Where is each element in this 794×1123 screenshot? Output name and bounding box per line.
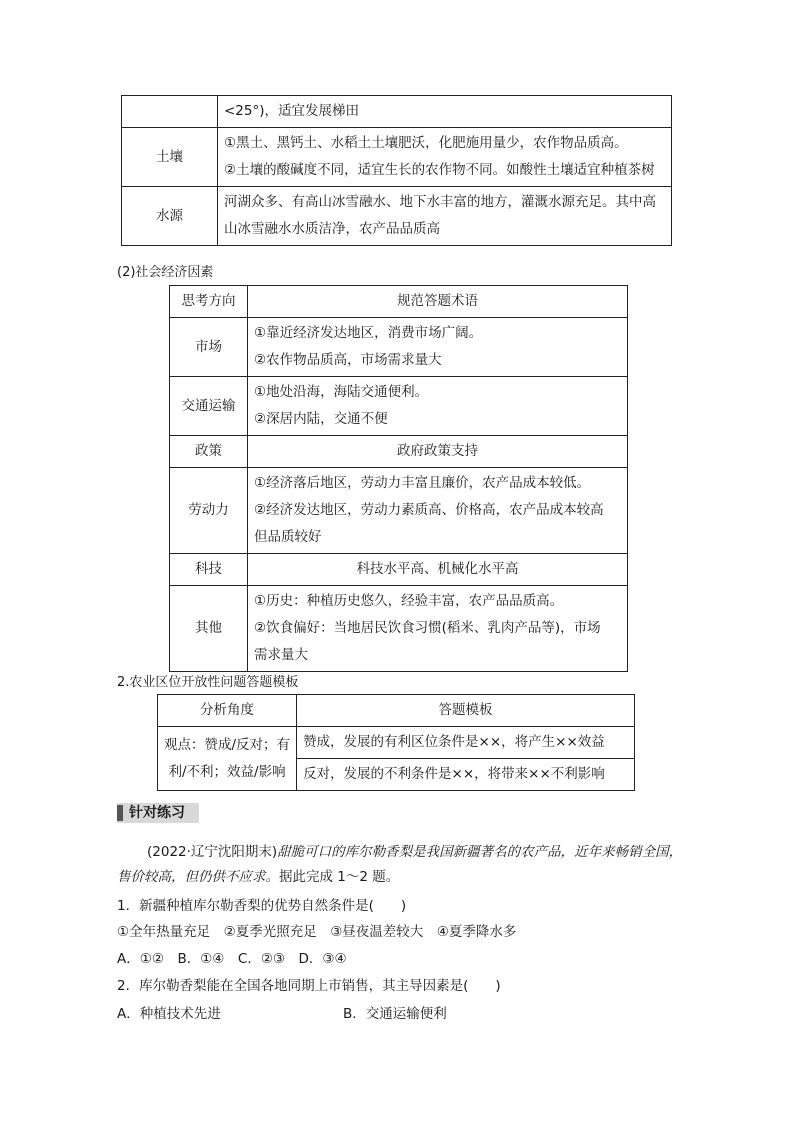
table-row [170,586,628,672]
row-content [218,128,672,187]
question-1-statements: ①全年热量充足 ②夏季光照充足 ③昼夜温差较大 ④夏季降水多 [117,924,517,940]
content-line: 利/不利；效益/影响 [168,763,286,780]
content-line: ①经济落后地区，劳动力丰富且廉价，农产品成本较低。 [254,475,591,491]
row-label: 交通运输 [170,377,248,436]
row-content: 赞成，发展的有利区位条件是××，将产生××效益 [297,727,635,759]
content-line: ①地处沿海，海陆交通便利。 [254,384,429,400]
header-cell: 规范答题术语 [248,286,628,318]
question-2: 2．库尔勒香梨能在全国各地同期上市销售，其主导因素是( ) [117,978,501,994]
row-content [248,377,628,436]
row-label: 市场 [170,318,248,377]
content-line: ①黑土、黑钙土、水稻土土壤肥沃，化肥施用量少，农作物品质高。 [224,135,628,151]
row-label: 劳动力 [170,468,248,554]
table-header-row [158,695,635,727]
table-row [122,128,672,187]
header-cell: 答题模板 [297,695,635,727]
content-line: ②饮食偏好：当地居民饮食习惯(稻米、乳肉产品等)，市场 [254,620,601,636]
exercise-header [117,803,199,823]
row-content [248,318,628,377]
row-label: 政策 [170,436,248,468]
row-content [218,96,672,128]
table-row [170,318,628,377]
row-content: 反对，发展的不利条件是××，将带来××不利影响 [297,759,635,791]
natural-factors-table [121,95,672,246]
table-row [170,377,628,436]
content-line: 但品质较好 [254,529,322,545]
table-row [170,436,628,468]
question-2-choice-b: B．交通运输便利 [343,1006,447,1022]
table-header-row [170,286,628,318]
table-row [122,96,672,128]
intro-text: 售价较高，但仍供不应求。 [117,869,279,885]
row-label [122,96,218,128]
content-line: <25°)，适宜发展梯田 [224,103,360,119]
header-cell: 思考方向 [170,286,248,318]
answer-template-table [157,694,635,791]
intro-source: (2022·辽宁沈阳期末) [147,844,278,860]
row-content [218,187,672,246]
table-row [170,554,628,586]
content-line: ②土壤的酸碱度不同，适宜生长的农作物不同。如酸性土壤适宜种植茶树 [224,162,655,178]
table-row [170,468,628,554]
content-line: 河湖众多、有高山冰雪融水、地下水丰富的地方，灌溉水源充足。其中高 [224,194,656,210]
section-title-social: (2)社会经济因素 [117,265,214,280]
question-2-choice-a: A．种植技术先进 [117,1006,221,1022]
content-line: ①历史：种植历史悠久，经验丰富，农产品品质高。 [254,593,564,609]
exercise-title: 针对练习 [129,805,185,821]
exercise-intro-line2 [117,867,399,887]
row-content: 科技水平高、机械化水平高 [248,554,628,586]
section-title-template: 2.农业区位开放性问题答题模板 [117,675,299,690]
content-line: 山冰雪融水水质洁净，农产品品质高 [224,221,440,237]
row-content [248,586,628,672]
row-label [158,727,297,791]
row-content: 政府政策支持 [248,436,628,468]
row-label: 其他 [170,586,248,672]
social-factors-table [169,285,628,672]
intro-text: 甜脆可口的库尔勒香梨是我国新疆著名的农产品，近年来畅销全国， [277,844,683,860]
row-label: 科技 [170,554,248,586]
question-1-choices: A．①② B．①④ C．②③ D．③④ [117,951,347,967]
content-line: 需求量大 [254,647,308,663]
intro-instruction: 据此完成 1～2 题。 [279,869,400,885]
table-row [122,187,672,246]
content-line: ②农作物品质高，市场需求量大 [254,352,442,368]
content-line: 观点：赞成/反对；有 [164,736,291,753]
table-row [158,727,635,759]
content-line: ①靠近经济发达地区，消费市场广阔。 [254,325,483,341]
bookmark-icon [117,805,123,821]
exercise-intro-line1 [147,842,682,862]
content-line: ②经济发达地区，劳动力素质高、价格高，农产品成本较高 [254,502,604,518]
content-line: ②深居内陆，交通不便 [254,411,388,427]
question-1: 1．新疆种植库尔勒香梨的优势自然条件是( ) [117,898,407,914]
header-cell: 分析角度 [158,695,297,727]
row-label: 水源 [122,187,218,246]
row-content [248,468,628,554]
row-label: 土壤 [122,128,218,187]
